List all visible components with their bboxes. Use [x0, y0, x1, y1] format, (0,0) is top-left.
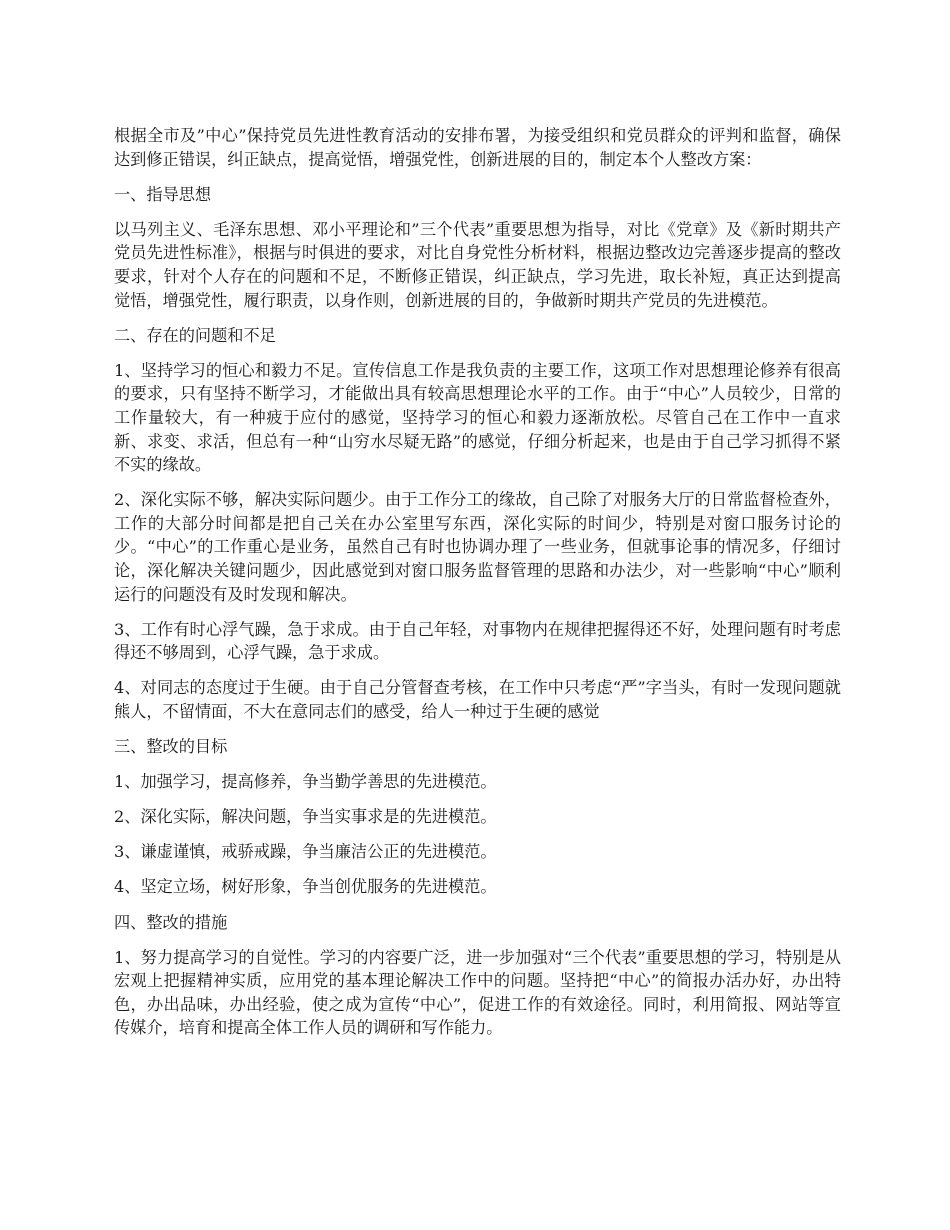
- problem-item-1: 1、坚持学习的恒心和毅力不足。宣传信息工作是我负责的主要工作，这项工作对思想理论修养有很高的要求，只有坚持不断学习，才能做出具有较高思想理论水平的工作。由于“中心”人员较少，日常的工作量较大，有一种疲于应付的感觉，坚持学习的恒心和毅力逐渐放松。尽管自己在工作中一直求新、求变、求活，但总有一种“山穷水尽疑无路”的感觉，仔细分析起来，也是由于自己学习抓得不紧不实的缘故。: [114, 360, 841, 475]
- problem-item-2: 2、深化实际不够，解决实际问题少。由于工作分工的缘故，自己除了对服务大厅的日常监督检查外，工作的大部分时间都是把自己关在办公室里写东西，深化实际的时间少，特别是对窗口服务讨论的少。“中心”的工作重心是业务，虽然自己有时也协调办理了一些业务，但就事论事的情况多，仔细讨论，深化解决关键问题少，因此感觉到对窗口服务监督管理的思路和办法少，对一些影响“中心”顺利运行的问题没有及时发现和解决。: [114, 490, 841, 604]
- goal-item-4: 4、坚定立场，树好形象，争当创优服务的先进模范。: [114, 877, 497, 897]
- goal-item-1: 1、加强学习，提高修养，争当勤学善思的先进模范。: [114, 772, 497, 792]
- intro-paragraph: 根据全市及”中心”保持党员先进性教育活动的安排布署，为接受组织和党员群众的评判和监督，确保达到修正错误，纠正缺点，提高觉悟，增强党性，创新进展的目的，制定本个人整改方案：: [114, 126, 841, 169]
- section-heading-measures: 四、整改的措施: [114, 912, 228, 932]
- problem-item-3: 3、工作有时心浮气躁，急于求成。由于自己年轻，对事物内在规律把握得还不好，处理问题有时考虑得还不够周到，心浮气躁，急于求成。: [114, 619, 841, 663]
- section-heading-goals: 三、整改的目标: [114, 737, 228, 757]
- goal-item-3: 3、谦虚谨慎，戒骄戒躁，争当廉洁公正的先进模范。: [114, 842, 497, 862]
- document-body: [114, 124, 841, 1052]
- problem-item-4: 4、对同志的态度过于生硬。由于自己分管督查考核，在工作中只考虑“严”字当头，有时一发现问题就熊人，不留情面，不大在意同志们的感受，给人一种过于生硬的感觉: [114, 678, 841, 721]
- section-heading-problems: 二、存在的问题和不足: [114, 325, 276, 345]
- goal-item-2: 2、深化实际，解决问题，争当实事求是的先进模范。: [114, 807, 497, 827]
- guiding-ideology-paragraph: 以马列主义、毛泽东思想、邓小平理论和”三个代表”重要思想为指导，对比《党章》及《新时期共产党员先进性标准》，根据与时俱进的要求，对比自身党性分析材料，根据边整改边完善逐步提高的整改要求，针对个人存在的问题和不足，不断修正错误，纠正缺点，学习先进，取长补短，真正达到提高觉悟，增强党性，履行职责，以身作则，创新进展的目的，争做新时期共产党员的先进模范。: [114, 219, 841, 310]
- measure-item-1: 1、努力提高学习的自觉性。学习的内容要广泛，进一步加强对“三个代表”重要思想的学习，特别是从宏观上把握精神实质，应用党的基本理论解决工作中的问题。坚持把“中心”的简报办活办好，办出特色，办出品味，办出经验，使之成为宣传“中心”，促进工作的有效途径。同时，利用简报、网站等宣传媒介，培育和提高全体工作人员的调研和写作能力。: [114, 947, 841, 1038]
- section-heading-guiding-ideology: 一、指导思想: [114, 184, 212, 204]
